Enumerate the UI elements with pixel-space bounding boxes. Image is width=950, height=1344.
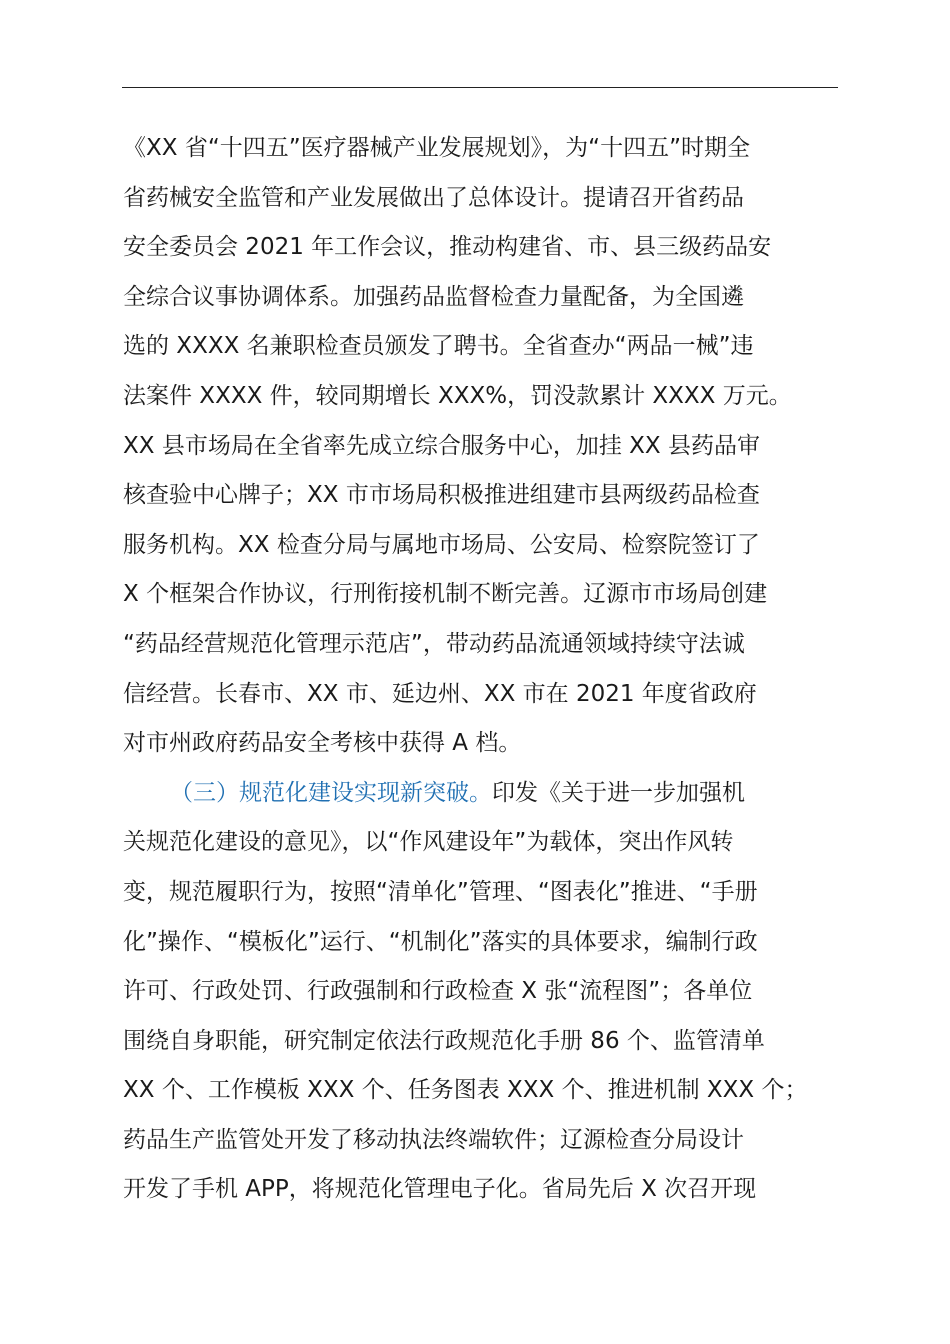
- text-line: 法案件 XXXX 件，较同期增长 XXX%，罚没款累计 XXXX 万元。: [123, 382, 792, 409]
- text-line: 全综合议事协调体系。加强药品监督检查力量配备，为全国遴: [123, 283, 744, 310]
- text-line: 开发了手机 APP，将规范化管理电子化。省局先后 X 次召开现: [123, 1176, 757, 1203]
- text-line: X 个框架合作协议，行刑衔接机制不断完善。辽源市市场局创建: [123, 581, 768, 608]
- text-line: “药品经营规范化管理示范店”，带动药品流通领域持续守法诚: [123, 630, 745, 657]
- text-line: 信经营。长春市、XX 市、延边州、XX 市在 2021 年度省政府: [123, 680, 757, 707]
- text-line: 变，规范履职行为，按照“清单化”管理、“图表化”推进、“手册: [123, 878, 758, 905]
- text-line: 选的 XXXX 名兼职检查员颁发了聘书。全省查办“两品一械”违: [123, 333, 754, 360]
- text-line: XX 个、工作模板 XXX 个、任务图表 XXX 个、推进机制 XXX 个；: [123, 1077, 808, 1104]
- text-line: 《XX 省“十四五”医疗器械产业发展规划》，为“十四五”时期全: [123, 135, 750, 161]
- header-rule: [122, 87, 838, 88]
- text-line: 化”操作、“模板化”运行、“机制化”落实的具体要求，编制行政: [123, 928, 758, 955]
- text-line: 安全委员会 2021 年工作会议，推动构建省、市、县三级药品安: [123, 234, 772, 261]
- text-line: 省药械安全监管和产业发展做出了总体设计。提请召开省药品: [123, 184, 744, 211]
- paragraph-1: [123, 124, 883, 769]
- text-line: 核查验中心牌子；XX 市市场局积极推进组建市县两级药品检查: [123, 482, 760, 509]
- text-line: 许可、行政处罚、行政强制和行政检查 X 张“流程图”；各单位: [123, 978, 753, 1005]
- text-line: 药品生产监管处开发了移动执法终端软件；辽源检查分局设计: [123, 1126, 744, 1153]
- text-line: 对市州政府药品安全考核中获得 A 档。: [123, 730, 522, 757]
- text-line: XX 县市场局在全省率先成立综合服务中心，加挂 XX 县药品审: [123, 432, 760, 459]
- heading-line-rest: 印发《关于进一步加强机: [492, 779, 745, 806]
- section-heading-line: [123, 769, 883, 819]
- text-line: 关规范化建设的意见》，以“作风建设年”为载体，突出作风转: [123, 829, 734, 856]
- section-heading: （三）规范化建设实现新突破。: [170, 779, 492, 806]
- paragraph-2: [123, 769, 883, 1215]
- text-line: 围绕自身职能，研究制定依法行政规范化手册 86 个、监管清单: [123, 1027, 765, 1054]
- document-body: [123, 124, 883, 1215]
- text-line: 服务机构。XX 检查分局与属地市场局、公安局、检察院签订了: [123, 531, 760, 558]
